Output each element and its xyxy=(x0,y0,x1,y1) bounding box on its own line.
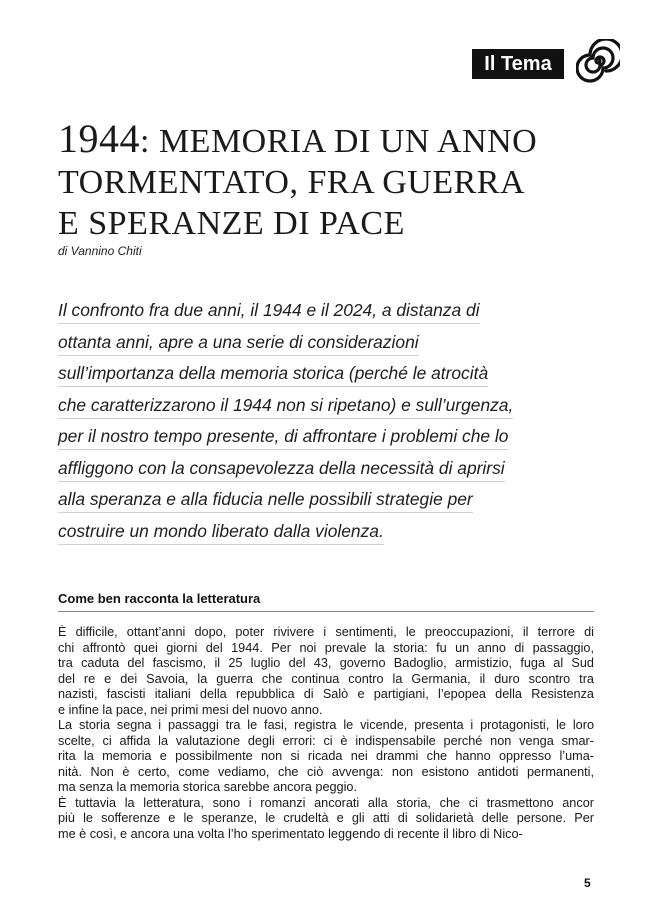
body-line: nazisti, fascisti italiani della repubblica di Salò e partigiani, l’epopea della Resistenza xyxy=(58,687,594,701)
abstract-line: costruire un mondo liberato dalla violenza. xyxy=(58,515,384,545)
title-line-2: TORMENTATO, FRA GUERRA xyxy=(58,164,526,201)
title-line-1-rest: : MEMORIA DI UN ANNO xyxy=(140,123,538,160)
article-title xyxy=(58,118,618,244)
body-line: più le sofferenze e le speranze, le crudeltà e gli atti di solidarietà delle persone. Per xyxy=(58,811,594,825)
body-text xyxy=(58,625,594,842)
abstract-line: sull’importanza della memoria storica (perché le atrocità xyxy=(58,357,488,387)
title-year: 1944 xyxy=(58,116,140,161)
body-line: scelte, ci affida la valutazione degli errori: ci è indispensabile perché non venga smar- xyxy=(58,733,594,748)
abstract-line: alla speranza e alla fiducia nelle possibili strategie per xyxy=(58,483,473,513)
body-line: rita la memoria e possibilmente non si ricada nei drammi che hanno oppresso l’uma- xyxy=(58,749,594,763)
body-line: È tuttavia la letteratura, sono i romanzi ancorati alla storia, che ci trasmettono ancor xyxy=(58,795,594,810)
body-line: e infine la pace, nei primi mesi del nuovo anno. xyxy=(58,702,323,717)
page-number: 5 xyxy=(584,876,591,890)
body-line: me è così, e ancora una volta l’ho sperimentato leggendo di recente il libro di Nico- xyxy=(58,826,523,841)
abstract-line: per il nostro tempo presente, di affrontare i problemi che lo xyxy=(58,420,508,450)
body-line: È difficile, ottant’anni dopo, poter rivivere i sentimenti, le preoccupazioni, il terrore di xyxy=(58,625,594,639)
title-line-1 xyxy=(58,118,618,162)
body-line: La storia segna i passaggi tra le fasi, registra le vicende, presenta i protagonisti, le loro xyxy=(58,718,594,732)
body-line: tra caduta del fascismo, il 25 luglio del 43, governo Badoglio, armistizio, fuga al Sud xyxy=(58,656,594,670)
abstract-line: che caratterizzarono il 1944 non si ripetano) e sull’urgenza, xyxy=(58,389,513,419)
title-line-3: E SPERANZE DI PACE xyxy=(58,205,405,242)
body-line: del re e dei Savoia, la guerra che continua contro la Germania, il duro scontro tra xyxy=(58,671,594,686)
abstract-line: ottanta anni, apre a una serie di considerazioni xyxy=(58,326,419,356)
body-line: nità. Non è certo, come vediamo, che ciò avvenga: non esistono antidoti permanenti, xyxy=(58,764,594,779)
abstract xyxy=(58,294,558,546)
byline: di Vannino Chiti xyxy=(58,244,142,258)
section-heading: Come ben racconta la letteratura xyxy=(58,590,594,612)
abstract-line: affliggono con la consapevolezza della necessità di aprirsi xyxy=(58,452,505,482)
abstract-line: Il confronto fra due anni, il 1944 e il 2024, a distanza di xyxy=(58,294,480,324)
body-line: ma senza la memoria storica sarebbe ancora peggio. xyxy=(58,780,358,794)
section-label: Il Tema xyxy=(472,49,564,79)
spiral-icon xyxy=(576,39,620,83)
body-line: chi affrontò quei giorni del 1944. Per noi prevale la storia: fu un anno di passaggio, xyxy=(58,640,594,655)
